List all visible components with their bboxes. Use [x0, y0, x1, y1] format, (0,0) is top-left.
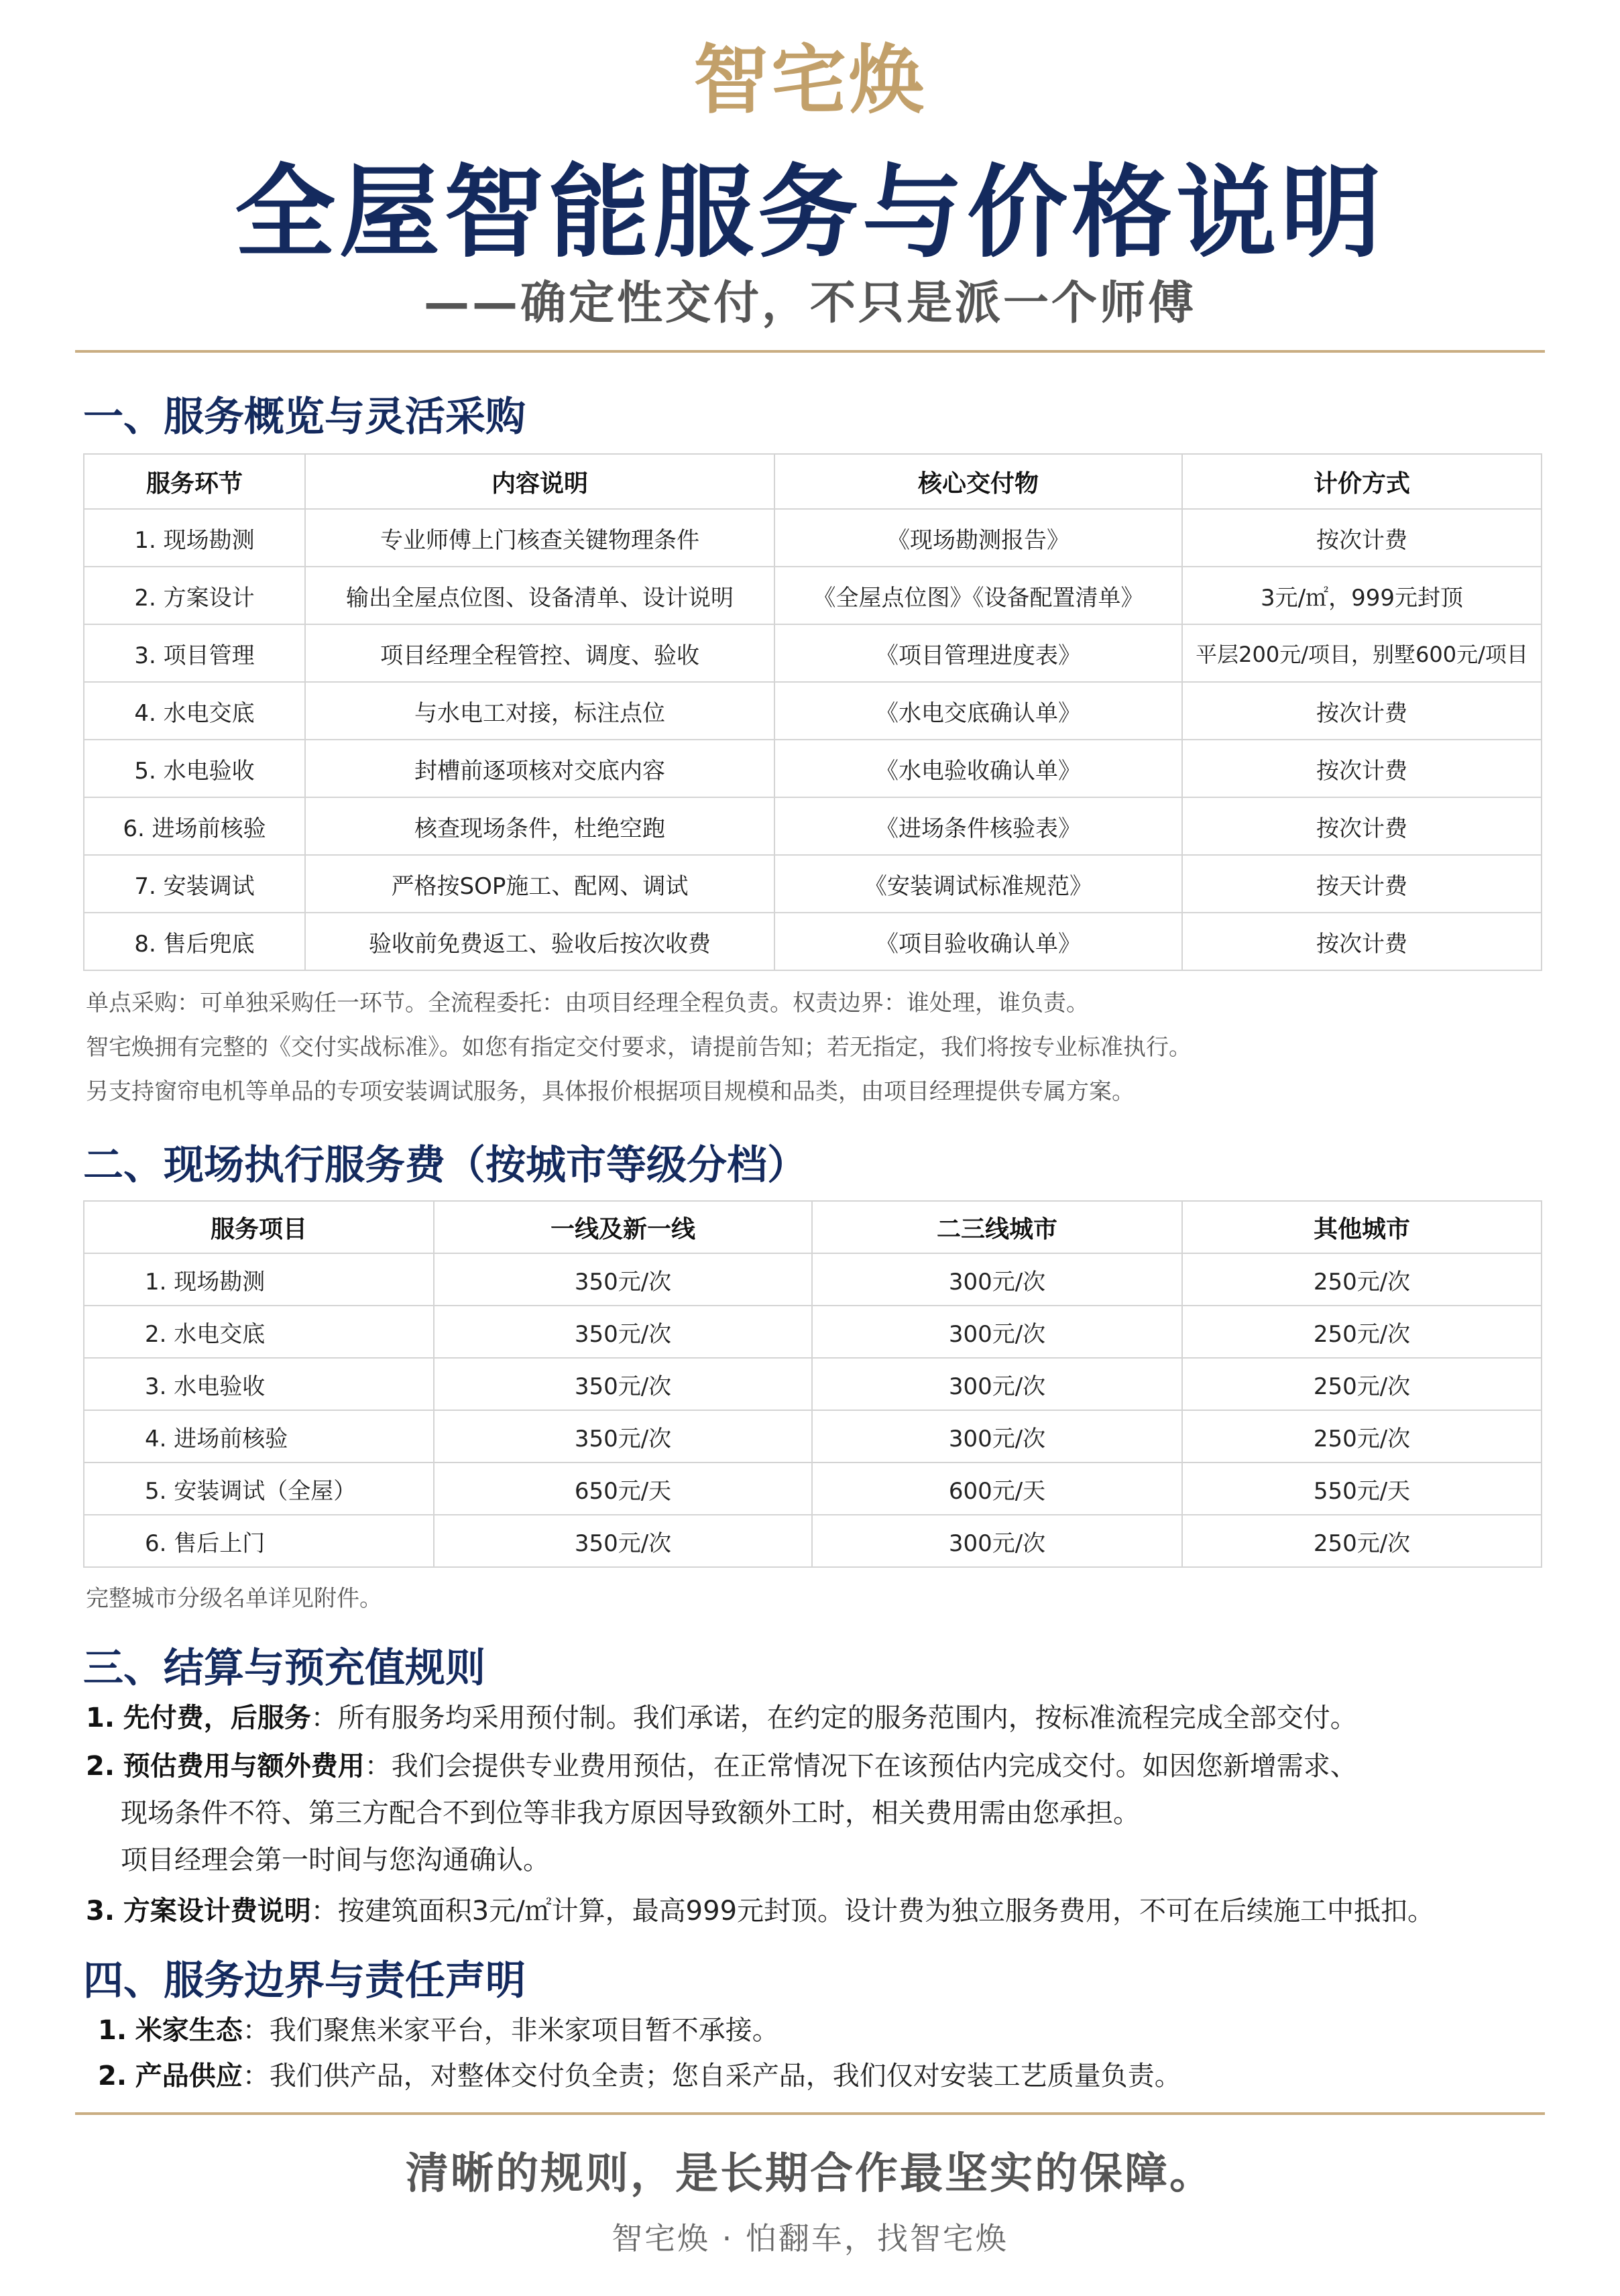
table-cell: 专业师傅上门核查关键物理条件 [305, 509, 774, 567]
table-row [84, 913, 1542, 970]
table-cell: 按次计费 [1182, 682, 1542, 740]
table-cell: 《安装调试标准规范》 [774, 855, 1182, 913]
table-cell: 《项目管理进度表》 [774, 624, 1182, 682]
table-cell: 《水电验收确认单》 [774, 740, 1182, 797]
section2-heading: 二、现场执行服务费（按城市等级分档） [83, 1142, 807, 1189]
rule-text: ：所有服务均采用预付制。我们承诺，在约定的服务范围内，按标准流程完成全部交付。 [310, 1703, 1357, 1733]
table-cell: 300元/次 [812, 1410, 1182, 1462]
rule-item [86, 1745, 1357, 1783]
table-cell: 5. 安装调试（全屋） [84, 1462, 434, 1515]
table-cell: 300元/次 [812, 1306, 1182, 1358]
rule-continuation: 现场条件不符、第三方配合不到位等非我方原因导致额外工时，相关费用需由您承担。 [121, 1798, 1140, 1829]
column-header: 服务环节 [84, 454, 305, 509]
table-cell: 300元/次 [812, 1253, 1182, 1306]
table-cell: 600元/天 [812, 1462, 1182, 1515]
table-cell: 核查现场条件，杜绝空跑 [305, 797, 774, 855]
table-cell: 7. 安装调试 [84, 855, 305, 913]
table-cell: 250元/次 [1182, 1358, 1542, 1410]
rule-item [86, 1697, 1357, 1735]
table-cell: 输出全屋点位图、设备清单、设计说明 [305, 567, 774, 624]
rule-text: ：按建筑面积3元/㎡计算，最高999元封顶。设计费为独立服务费用，不可在后续施工中抵扣。 [310, 1896, 1435, 1927]
table-row [84, 1253, 1542, 1306]
table-header-row [84, 1201, 1542, 1253]
service-overview-table [83, 453, 1542, 971]
rule-number: 2. [86, 1751, 115, 1782]
boundary-item [98, 2009, 779, 2047]
brand-logo: 智宅焕 [693, 37, 927, 124]
table-cell: 3. 水电验收 [84, 1358, 434, 1410]
table-cell: 8. 售后兜底 [84, 913, 305, 970]
footer-tagline: 智宅焕 · 怕翻车，找智宅焕 [612, 2220, 1008, 2256]
section2-note: 完整城市分级名单详见附件。 [86, 1585, 382, 1612]
table-cell: 1. 现场勘测 [84, 509, 305, 567]
table-row [84, 1410, 1542, 1462]
table-row [84, 509, 1542, 567]
column-header: 内容说明 [305, 454, 774, 509]
table-cell: 650元/天 [434, 1462, 812, 1515]
table-cell: 《项目验收确认单》 [774, 913, 1182, 970]
table-row [84, 797, 1542, 855]
table-cell: 250元/次 [1182, 1306, 1542, 1358]
city-pricing-table [83, 1200, 1542, 1568]
table-row [84, 682, 1542, 740]
rule-number: 3. [86, 1896, 115, 1927]
table-cell: 6. 售后上门 [84, 1515, 434, 1567]
boundary-text: ：我们聚焦米家平台，非米家项目暂不承接。 [242, 2015, 779, 2046]
boundary-label: 米家生态 [135, 2015, 243, 2046]
boundary-number: 2. [98, 2061, 127, 2091]
table-cell: 350元/次 [434, 1515, 812, 1567]
column-header: 核心交付物 [774, 454, 1182, 509]
section1-note: 另支持窗帘电机等单品的专项安装调试服务，具体报价根据项目规模和品类，由项目经理提供专属方案。 [86, 1078, 1135, 1105]
table-cell: 250元/次 [1182, 1410, 1542, 1462]
table-cell: 《全屋点位图》《设备配置清单》 [774, 567, 1182, 624]
header-divider [75, 350, 1545, 353]
table-cell: 300元/次 [812, 1515, 1182, 1567]
boundary-item [98, 2055, 1181, 2093]
section4-heading: 四、服务边界与责任声明 [83, 1957, 526, 2004]
page-title: 全屋智能服务与价格说明 [234, 155, 1385, 272]
section3-heading: 三、结算与预充值规则 [83, 1645, 485, 1692]
table-cell: 《现场勘测报告》 [774, 509, 1182, 567]
table-row [84, 1306, 1542, 1358]
table-cell: 2. 方案设计 [84, 567, 305, 624]
column-header: 二三线城市 [812, 1201, 1182, 1253]
column-header: 服务项目 [84, 1201, 434, 1253]
table-cell: 250元/次 [1182, 1253, 1542, 1306]
table-cell: 6. 进场前核验 [84, 797, 305, 855]
table-cell: 严格按SOP施工、配网、调试 [305, 855, 774, 913]
column-header: 计价方式 [1182, 454, 1542, 509]
table-cell: 按天计费 [1182, 855, 1542, 913]
table-cell: 1. 现场勘测 [84, 1253, 434, 1306]
rule-continuation: 项目经理会第一时间与您沟通确认。 [121, 1845, 550, 1876]
column-header: 其他城市 [1182, 1201, 1542, 1253]
table-cell: 4. 进场前核验 [84, 1410, 434, 1462]
table-cell: 5. 水电验收 [84, 740, 305, 797]
table-cell: 按次计费 [1182, 913, 1542, 970]
table-cell: 3. 项目管理 [84, 624, 305, 682]
table-cell: 350元/次 [434, 1253, 812, 1306]
rule-label: 预估费用与额外费用 [123, 1751, 365, 1782]
table-cell: 项目经理全程管控、调度、验收 [305, 624, 774, 682]
section1-heading: 一、服务概览与灵活采购 [83, 394, 526, 441]
rule-item [86, 1890, 1434, 1928]
table-cell: 《水电交底确认单》 [774, 682, 1182, 740]
rule-label: 方案设计费说明 [123, 1896, 311, 1927]
table-header-row [84, 454, 1542, 509]
table-row [84, 624, 1542, 682]
table-row [84, 1462, 1542, 1515]
boundary-text: ：我们供产品，对整体交付负全责；您自采产品，我们仅对安装工艺质量负责。 [242, 2061, 1181, 2091]
table-cell: 350元/次 [434, 1410, 812, 1462]
column-header: 一线及新一线 [434, 1201, 812, 1253]
section1-note: 智宅焕拥有完整的《交付实战标准》。如您有指定交付要求，请提前告知；若无指定，我们将按专业标准执行。 [86, 1034, 1192, 1061]
table-cell: 按次计费 [1182, 797, 1542, 855]
table-cell: 与水电工对接，标注点位 [305, 682, 774, 740]
table-cell: 350元/次 [434, 1306, 812, 1358]
table-cell: 550元/天 [1182, 1462, 1542, 1515]
footer-divider [75, 2112, 1545, 2115]
table-cell: 按次计费 [1182, 509, 1542, 567]
boundary-number: 1. [98, 2015, 127, 2046]
footer-slogan: 清晰的规则，是长期合作最坚实的保障。 [406, 2149, 1214, 2199]
table-cell: 按次计费 [1182, 740, 1542, 797]
table-row [84, 740, 1542, 797]
table-cell: 2. 水电交底 [84, 1306, 434, 1358]
table-row [84, 1358, 1542, 1410]
table-cell: 300元/次 [812, 1358, 1182, 1410]
table-cell: 350元/次 [434, 1358, 812, 1410]
table-cell: 4. 水电交底 [84, 682, 305, 740]
boundary-label: 产品供应 [135, 2061, 243, 2091]
rule-text: ：我们会提供专业费用预估，在正常情况下在该预估内完成交付。如因您新增需求、 [364, 1751, 1357, 1782]
table-cell: 平层200元/项目，别墅600元/项目 [1182, 624, 1542, 682]
table-row [84, 567, 1542, 624]
table-cell: 封槽前逐项核对交底内容 [305, 740, 774, 797]
table-cell: 250元/次 [1182, 1515, 1542, 1567]
table-row [84, 855, 1542, 913]
rule-label: 先付费，后服务 [123, 1703, 311, 1733]
rule-number: 1. [86, 1703, 115, 1733]
table-cell: 3元/㎡，999元封顶 [1182, 567, 1542, 624]
page-subtitle: ——确定性交付，不只是派一个师傅 [423, 277, 1196, 330]
table-cell: 《进场条件核验表》 [774, 797, 1182, 855]
section1-note: 单点采购：可单独采购任一环节。全流程委托：由项目经理全程负责。权责边界：谁处理，谁负责。 [86, 990, 1089, 1017]
table-row [84, 1515, 1542, 1567]
table-cell: 验收前免费返工、验收后按次收费 [305, 913, 774, 970]
